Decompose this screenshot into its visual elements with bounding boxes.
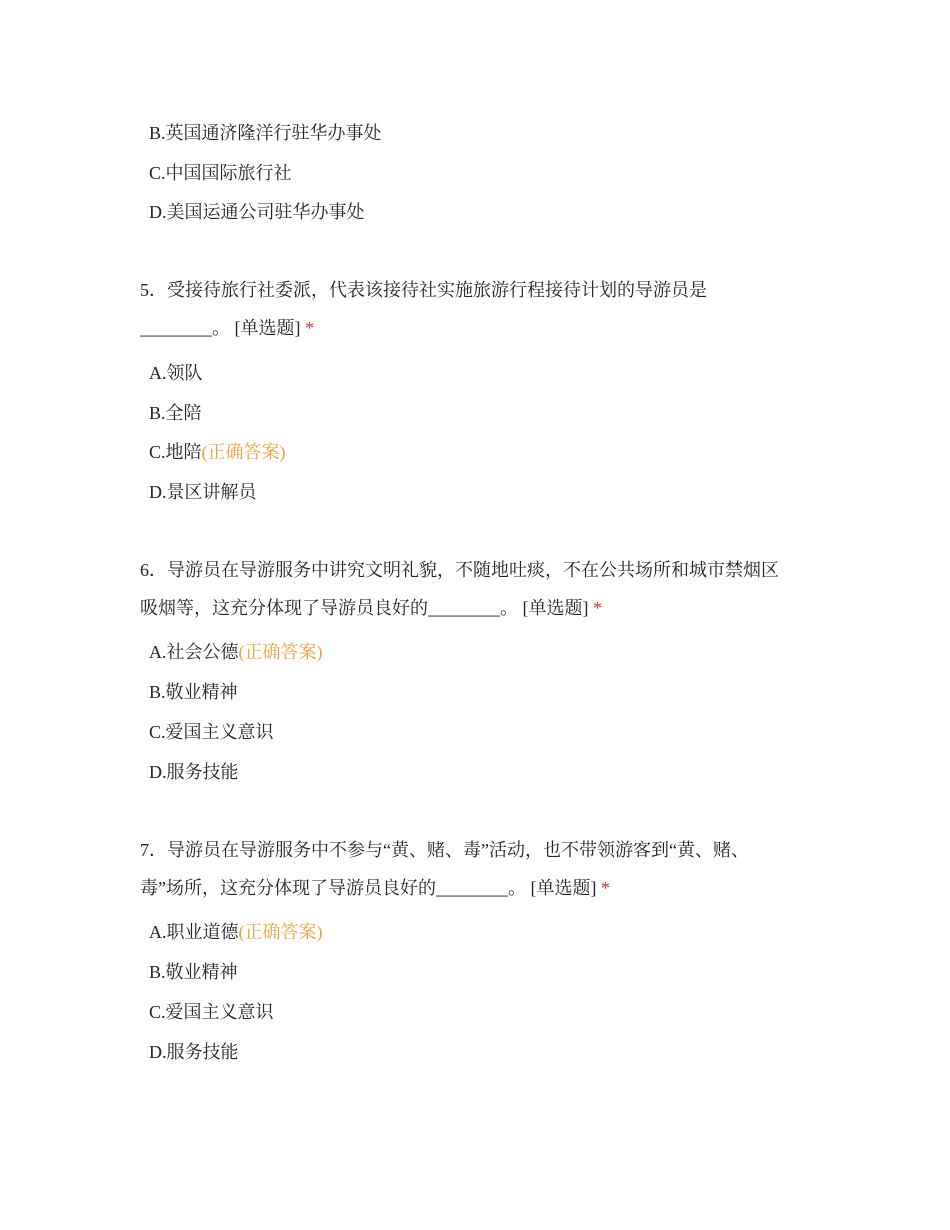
q7-text-line1: 7．导游员在导游服务中不参与“黄、赌、毒”活动，也不带领游客到“黄、赌、 (140, 840, 749, 860)
q6-text-line1: 6．导游员在导游服务中讲究文明礼貌，不随地吐痰，不在公共场所和城市禁烟区 (140, 560, 779, 580)
q5-option-c-label: C.地陪 (149, 442, 202, 462)
q6-text-line2 (140, 596, 602, 620)
q5-option-c (149, 440, 286, 464)
q6-option-b: B.敬业精神 (149, 682, 238, 702)
q5-option-b: B.全陪 (149, 403, 202, 423)
correct-answer-mark: (正确答案) (238, 922, 323, 942)
q6-option-c: C.爱国主义意识 (149, 722, 274, 742)
q6-option-a (149, 640, 323, 664)
q4-option-c: C.中国国际旅行社 (149, 163, 292, 183)
required-asterisk: * (593, 598, 602, 618)
q7-option-a (149, 920, 323, 944)
q5-option-a: A.领队 (149, 363, 203, 383)
q7-option-a-label: A.职业道德 (149, 922, 239, 942)
q7-text-line2 (140, 876, 610, 900)
q6-option-d: D.服务技能 (149, 762, 239, 782)
q5-text-line1: 5．受接待旅行社委派，代表该接待社实施旅游行程接待计划的导游员是 (140, 280, 707, 300)
q4-option-b: B.英国通济隆洋行驻华办事处 (149, 123, 382, 143)
q7-prompt-tail: 毒”场所，这充分体现了导游员良好的________。 [单选题] (140, 878, 597, 898)
required-asterisk: * (305, 318, 314, 338)
correct-answer-mark: (正确答案) (201, 442, 286, 462)
required-asterisk: * (600, 878, 610, 898)
q6-option-a-label: A.社会公德 (149, 642, 239, 662)
q5-text-line2 (140, 316, 314, 340)
q6-prompt-tail: 吸烟等，这充分体现了导游员良好的________。 [单选题] (140, 598, 589, 618)
q7-option-c: C.爱国主义意识 (149, 1002, 274, 1022)
q5-option-d: D.景区讲解员 (149, 482, 257, 502)
q4-option-d: D.美国运通公司驻华办事处 (149, 202, 365, 222)
correct-answer-mark: (正确答案) (238, 642, 323, 662)
q5-prompt-tail: ________。 [单选题] (140, 318, 301, 338)
q7-option-d: D.服务技能 (149, 1042, 239, 1062)
q7-option-b: B.敬业精神 (149, 962, 238, 982)
